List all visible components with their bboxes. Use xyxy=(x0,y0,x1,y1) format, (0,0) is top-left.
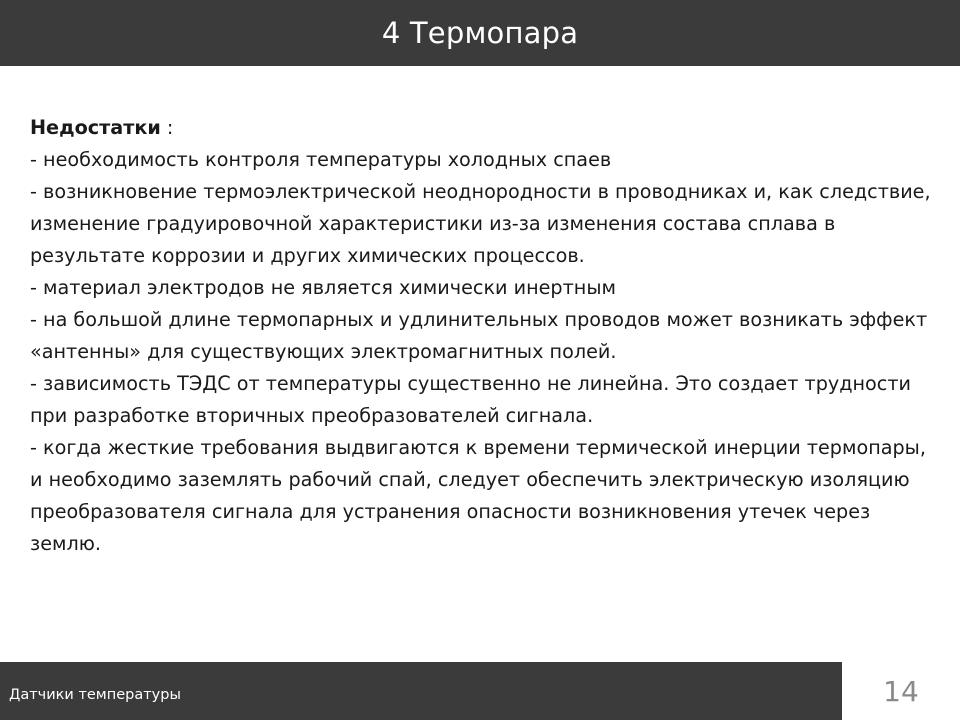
disadvantages-heading-line xyxy=(30,112,935,144)
footer-bar xyxy=(0,662,842,720)
disadvantages-heading: Недостатки xyxy=(30,116,161,139)
disadvantage-item: - зависимость ТЭДС от температуры существенно не линейна. Это создает трудности при разработке вторичных преобразователей сигнала. xyxy=(30,372,911,427)
disadvantage-item: - на большой длине термопарных и удлинительных проводов может возникать эффект «антенны» для существующих электромагнитных полей. xyxy=(30,308,928,363)
slide-body xyxy=(30,112,935,560)
disadvantage-item: - возникновение термоэлектрической неоднородности в проводниках и, как следствие, изменение градуировочной характеристики из-за изменения состава сплава в результате коррозии и других химических процессов. xyxy=(30,180,931,267)
disadvantage-item: - необходимость контроля температуры холодных спаев xyxy=(30,148,612,171)
slide-title: 4 Термопара xyxy=(381,16,579,50)
heading-colon: : xyxy=(160,116,174,139)
footer-label: Датчики температуры xyxy=(9,687,181,703)
disadvantage-item: - когда жесткие требования выдвигаются к времени термической инерции термопары, и необходимо заземлять рабочий спай, следует обеспечить электрическую изоляцию преобразователя сигнала для устранения опасности возникновения утечек через землю. xyxy=(30,436,926,555)
disadvantage-item: - материал электродов не является химически инертным xyxy=(30,276,616,299)
slide-header xyxy=(0,0,960,66)
page-number: 14 xyxy=(883,674,919,708)
